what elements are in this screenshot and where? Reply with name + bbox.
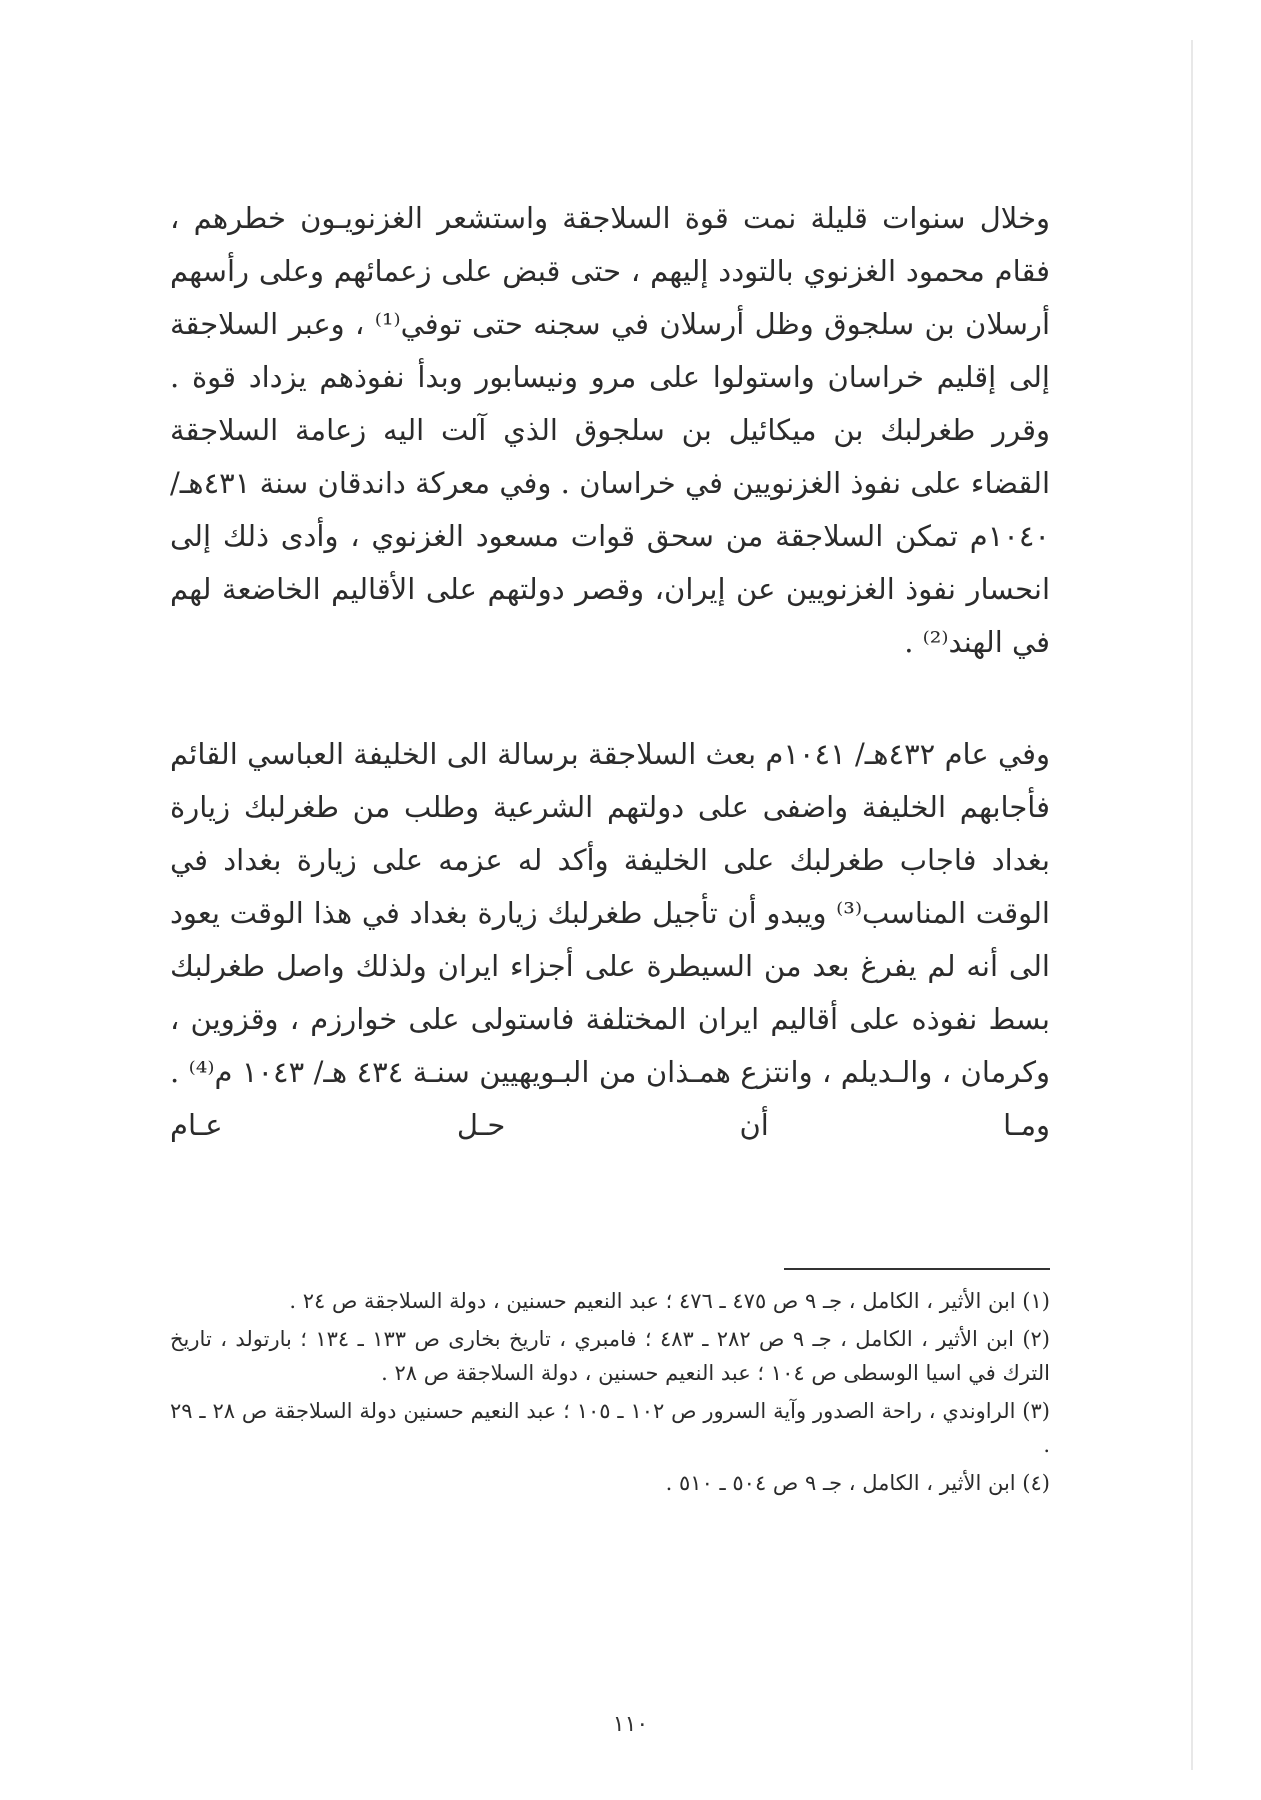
paragraph-2 — [170, 728, 1050, 1152]
page-number: ١١٠ — [612, 1712, 649, 1737]
footnote-2: (٢) ابن الأثير ، الكامل ، جـ ٩ ص ٢٨٢ ـ ٤٨٣ ؛ فامبري ، تاريخ بخارى ص ١٣٣ ـ ١٣٤ ؛ بارتولد ، تاريخ الترك في اسيا الوسطى ص ١٠٤ ؛ عبد النعيم حسنين ، دولة السلاجقة ص ٢٨ . — [170, 1327, 1050, 1385]
page-edge — [1191, 40, 1193, 1770]
paragraph-1 — [170, 192, 1050, 669]
footnotes — [170, 1284, 1050, 1504]
paragraph-2-text: وفي عام ٤٣٢هـ/ ١٠٤١م بعث السلاجقة برسالة الى الخليفة العباسي القائم فأجابهم الخليفة واضفى على دولتهم الشرعية وطلب من طغرلبك زيارة بغداد فاجاب طغرلبك على الخليفة وأكد له عزمه على زيارة بغداد في الوقت المناسب⁽³⁾ ويبدو أن تأجيل طغرلبك زيارة بغداد في هذا الوقت يعود الى أنه لم يفرغ بعد من السيطرة على أجزاء ايران ولذلك واصل طغرلبك بسط نفوذه على أقاليم ايران المختلفة فاستولى على خوارزم ، وقزوين ، وكرمان ، والـديلم ، وانتزع همـذان من البـويهيين سنـة ٤٣٤ هـ/ ١٠٤٣ م⁽⁴⁾ . ومـا أن حـل عـام — [170, 737, 1051, 1142]
footnote-4: (٤) ابن الأثير ، الكامل ، جـ ٩ ص ٥٠٤ ـ ٥١٠ . — [665, 1471, 1050, 1495]
footnote-1: (١) ابن الأثير ، الكامل ، جـ ٩ ص ٤٧٥ ـ ٤٧٦ ؛ عبد النعيم حسنين ، دولة السلاجقة ص ٢٤ . — [289, 1289, 1050, 1313]
footnote-3: (٣) الراوندي ، راحة الصدور وآية السرور ص ١٠٢ ـ ١٠٥ ؛ عبد النعيم حسنين دولة السلاجقة ص ٢٨ ـ ٢٩ . — [170, 1399, 1050, 1457]
paragraph-1-text: وخلال سنوات قليلة نمت قوة السلاجقة واستشعر الغزنويـون خطرهم ، فقام محمود الغزنوي بالتودد إليهم ، حتى قبض على زعمائهم وعلى رأسهم أرسلان بن سلجوق وظل أرسلان في سجنه حتى توفي⁽¹⁾ ، وعبر السلاجقة إلى إقليم خراسان واستولوا على مرو ونيسابور وبدأ نفوذهم يزداد قوة . وقرر طغرلبك بن ميكائيل بن سلجوق الذي آلت اليه زعامة السلاجقة القضاء على نفوذ الغزنويين في خراسان . وفي معركة داندقان سنة ٤٣١هـ/ ١٠٤٠م تمكن السلاجقة من سحق قوات مسعود الغزنوي ، وأدى ذلك إلى انحسار نفوذ الغزنويين عن إيران، وقصر دولتهم على الأقاليم الخاضعة لهم في الهند⁽²⁾ . — [170, 201, 1050, 659]
footnote-separator — [784, 1268, 1050, 1270]
